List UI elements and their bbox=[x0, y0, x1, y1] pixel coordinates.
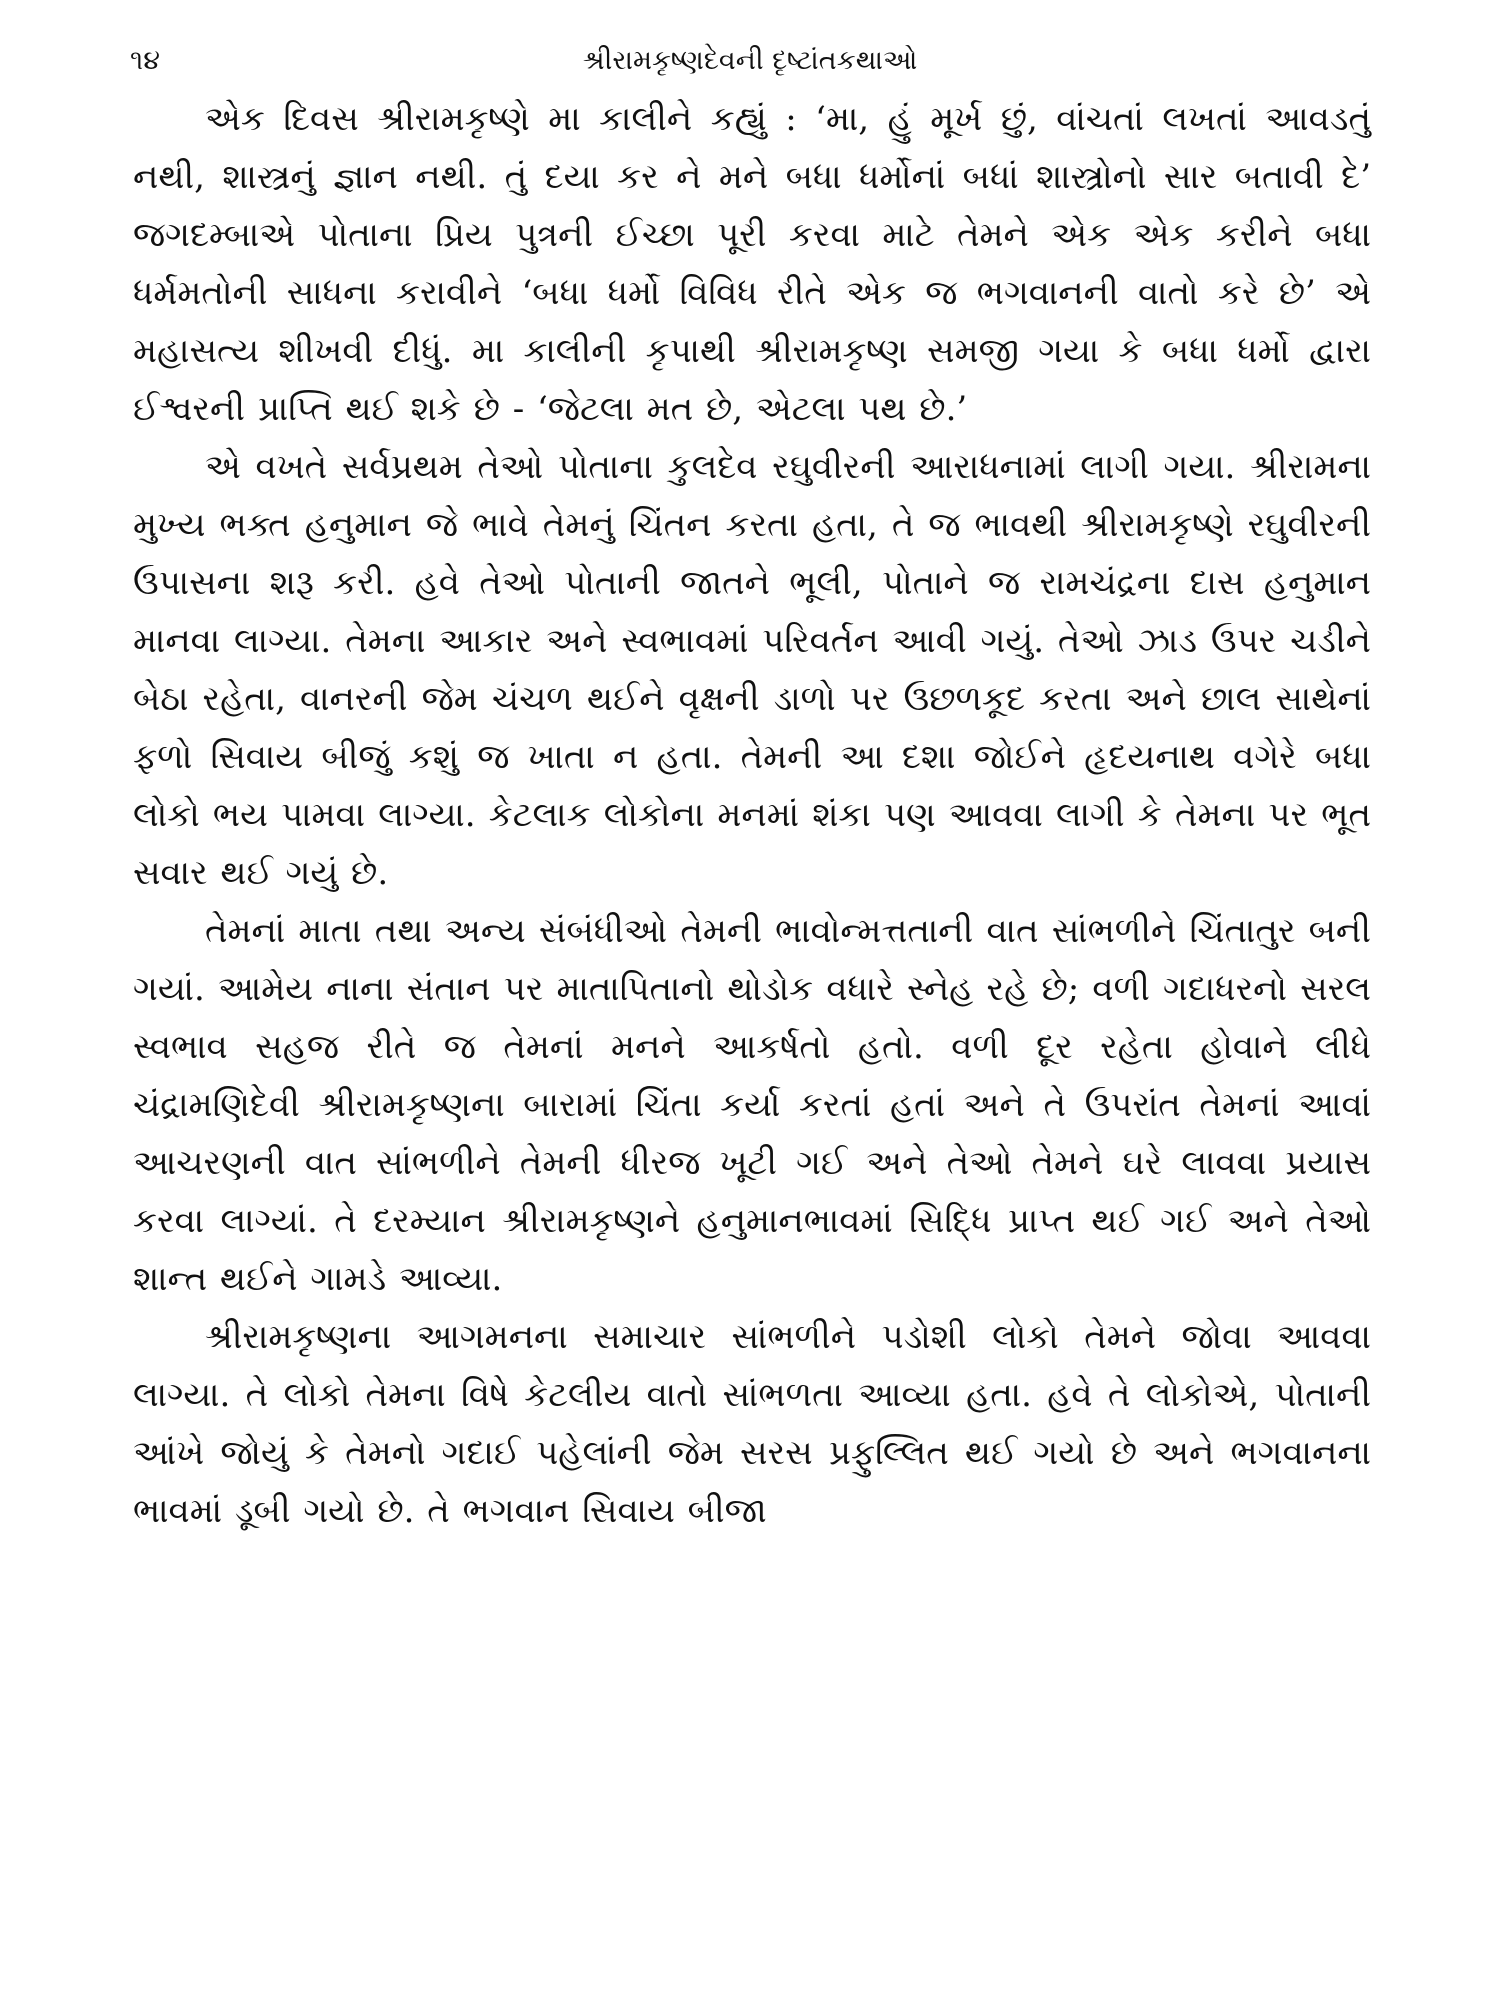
paragraph-2: એ વખતે સર્વપ્રથમ તેઓ પોતાના કુલદેવ રઘુવીરની આરાધનામાં લાગી ગયા. શ્રીરામના મુખ્ય ભક્ત હનુમાન જે ભાવે તેમનું ચિંતન કરતા હતા, તે જ ભાવથી શ્રીરામકૃષ્ણે રઘુવીરની ઉપાસના શરૂ કરી. હવે તેઓ પોતાની જાતને ભૂલી, પોતાને જ રામચંદ્રના દાસ હનુમાન માનવા લાગ્યા. તેમના આકાર અને સ્વભાવમાં પરિવર્તન આવી ગયું. તેઓ ઝાડ ઉપર ચડીને બેઠા રહેતા, વાનરની જેમ ચંચળ થઈને વૃક્ષની ડાળો પર ઉછળકૂદ કરતા અને છાલ સાથેનાં ફળો સિવાય બીજું કશું જ ખાતા ન હતા. તેમની આ દશા જોઈને હૃદયનાથ વગેરે બધા લોકો ભય પામવા લાગ્યા. કેટલાક લોકોના મનમાં શંકા પણ આવવા લાગી કે તેમના પર ભૂત સવાર થઈ ગયું છે. bbox=[133, 447, 1371, 893]
paragraph-1: એક દિવસ શ્રીરામકૃષ્ણે મા કાલીને કહ્યું : ‘મા, હું મૂર્ખ છું, વાંચતાં લખતાં આવડતું નથી, શાસ્ત્રનું જ્ઞાન નથી. તું દયા કર ને મને બધા ધર્મોનાં બધાં શાસ્ત્રોનો સાર બતાવી દે’ જગદમ્બાએ પોતાના પ્રિય પુત્રની ઈચ્છા પૂરી કરવા માટે તેમને એક એક કરીને બધા ધર્મમતોની સાધના કરાવીને ‘બધા ધર્મો વિવિધ રીતે એક જ ભગવાનની વાતો કરે છે’ એ મહાસત્ય શીખવી દીધું. મા કાલીની કૃપાથી શ્રીરામકૃષ્ણ સમજી ગયા કે બધા ધર્મો દ્વારા ઈશ્વરની પ્રાપ્તિ થઈ શકે છે - ‘જેટલા મત છે, એટલા પથ છે.’ bbox=[133, 99, 1371, 429]
paragraph-4: શ્રીરામકૃષ્ણના આગમનના સમાચાર સાંભળીને પડોશી લોકો તેમને જોવા આવવા લાગ્યા. તે લોકો તેમના વિષે કેટલીય વાતો સાંભળતા આવ્યા હતા. હવે તે લોકોએ, પોતાની આંખે જોયું કે તેમનો ગદાઈ પહેલાંની જેમ સરસ પ્રફુલ્લિત થઈ ગયો છે અને ભગવાનના ભાવમાં ડૂબી ગયો છે. તે ભગવાન સિવાય બીજા bbox=[133, 1317, 1371, 1531]
running-header bbox=[130, 36, 1370, 86]
book-title: શ્રીરામકૃષ્ણદેવની દૃષ્ટાંતકથાઓ bbox=[582, 45, 918, 76]
page-number: ૧૪ bbox=[130, 45, 160, 76]
paragraph-3: તેમનાં માતા તથા અન્ય સંબંધીઓ તેમની ભાવોન્મત્તતાની વાત સાંભળીને ચિંતાતુર બની ગયાં. આમેય નાના સંતાન પર માતાપિતાનો થોડોક વધારે સ્નેહ રહે છે; વળી ગદાધરનો સરલ સ્વભાવ સહજ રીતે જ તેમનાં મનને આકર્ષતો હતો. વળી દૂર રહેતા હોવાને લીધે ચંદ્રામણિદેવી શ્રીરામકૃષ્ણના બારામાં ચિંતા કર્યા કરતાં હતાં અને તે ઉપરાંત તેમનાં આવાં આચરણની વાત સાંભળીને તેમની ધીરજ ખૂટી ગઈ અને તેઓ તેમને ઘરે લાવવા પ્રયાસ કરવા લાગ્યાં. તે દરમ્યાન શ્રીરામકૃષ્ણને હનુમાનભાવમાં સિદ્ધિ પ્રાપ્ત થઈ ગઈ અને તેઓ શાન્ત થઈને ગામડે આવ્યા. bbox=[133, 911, 1371, 1299]
body-text bbox=[133, 90, 1371, 1540]
